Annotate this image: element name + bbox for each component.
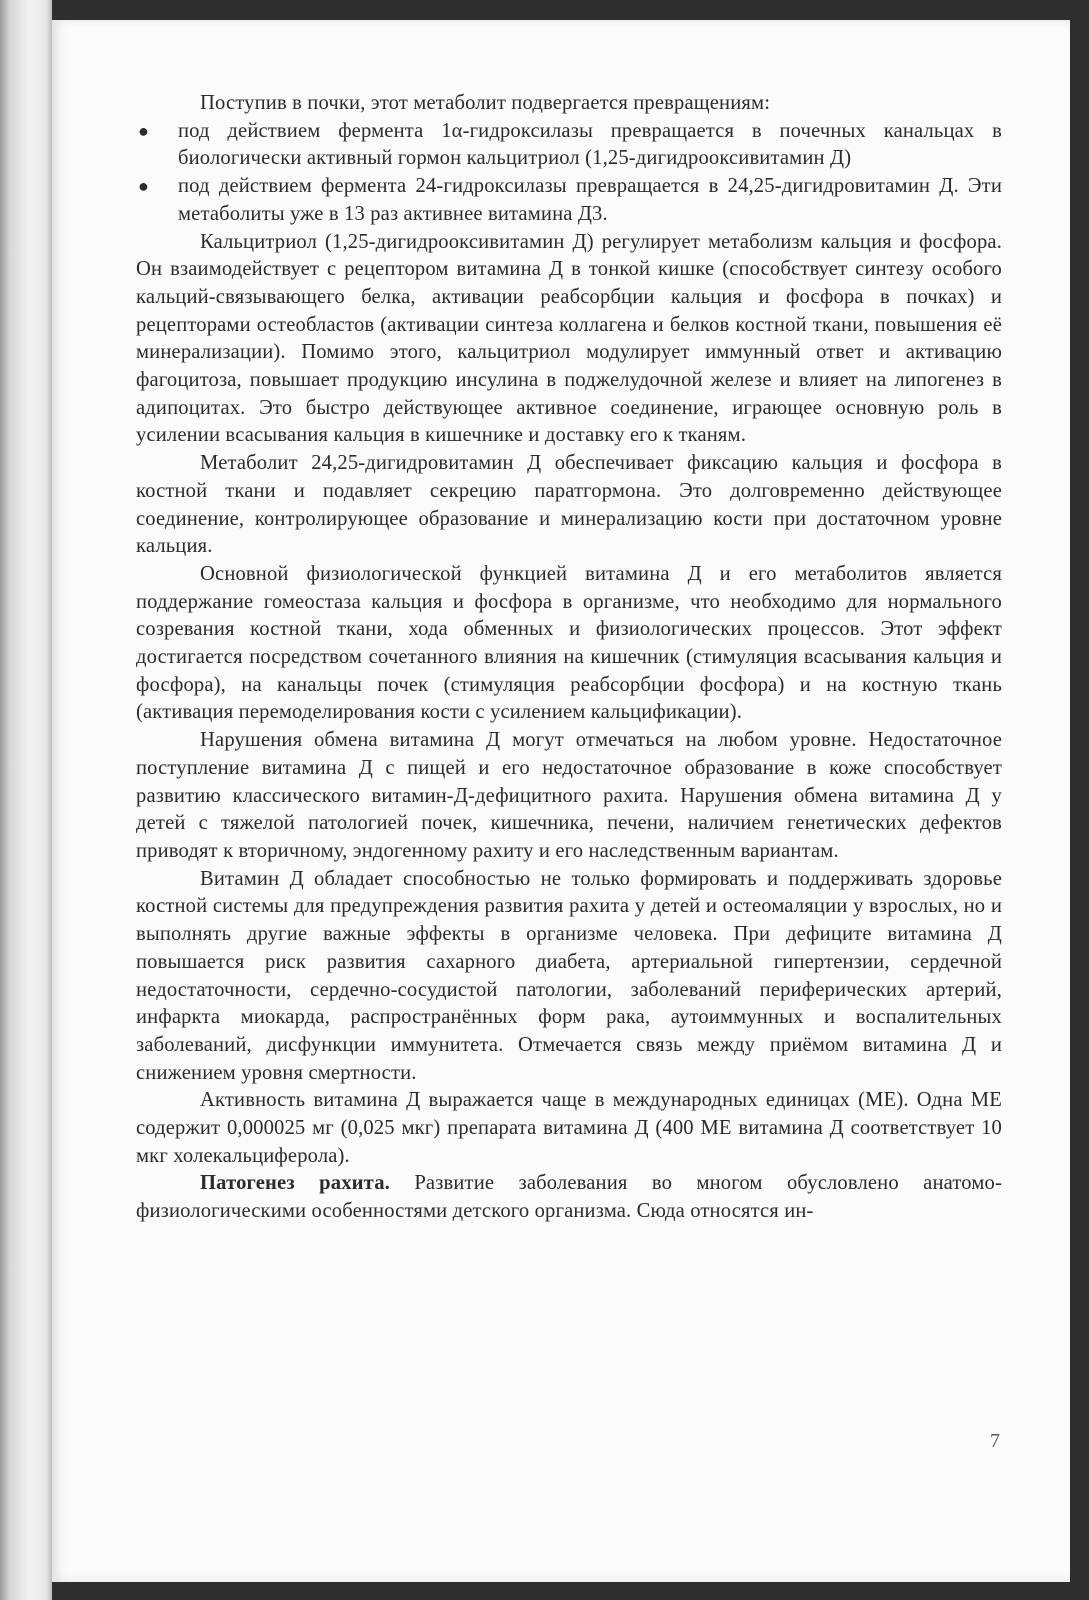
conversion-list: [136, 118, 1002, 229]
paragraph-pathogenesis: [136, 1170, 1002, 1225]
paragraph-disorders: Нарушения обмена витамина Д могут отмечаться на любом уровне. Недостаточное поступление витамина Д с пищей и его недостаточное образование в коже способствует развитию классического витамин-Д-дефицитного рахита. Нарушения обмена витамина Д у детей с тяжелой патологией почек, кишечника, печени, наличием генетических дефектов приводят к вторичному, эндогенному рахиту и его наследственным вариантам.: [136, 729, 1002, 862]
paragraph-calcitriol: Кальцитриол (1,25-дигидрооксивитамин Д) регулирует метаболизм кальция и фосфора. Он взаимодействует с рецептором витамина Д в тонкой кишке (способствует синтезу особого кальций-связывающего белка, активации реабсорбции кальция и фосфора в почках) и рецепторами остеобластов (активации синтеза коллагена и белков костной ткани, повышения её минерализации). Помимо этого, кальцитриол модулирует иммунный ответ и активацию фагоцитоза, повышает продукцию инсулина в поджелудочной железе и влияет на липогенез в адипоцитах. Это быстро действующее активное соединение, играющее основную роль в усилении всасывания кальция в кишечнике и доставку его к тканям.: [136, 230, 1002, 447]
binding-edge: [0, 0, 52, 1600]
paragraph-metabolite: Метаболит 24,25-дигидровитамин Д обеспечивает фиксацию кальция и фосфора в костной ткани и подавляет секрецию паратгормона. Это долговременно действующее соединение, контролирующее образование и минерализацию кости при достаточном уровне кальция.: [136, 452, 1002, 558]
page-number: 7: [990, 1430, 1000, 1452]
list-item-text: под действием фермента 1α-гидроксилазы превращается в почечных канальцах в биологически активный гормон кальцитриол (1,25-дигидрооксивитамин Д): [178, 119, 1002, 170]
page-text: [136, 90, 1002, 1226]
paragraph-function: Основной физиологической функцией витамина Д и его метаболитов является поддержание гомеостаза кальция и фосфора в организме, что необходимо для нормального созревания костной ткани, хода обменных и физиологических процессов. Этот эффект достигается посредством сочетанного влияния на кишечник (стимуляция всасывания кальция и фосфора), на канальцы почек (стимуляция реабсорбции фосфора) и на костную ткань (активация перемоделирования кости с усилением кальцификации).: [136, 562, 1002, 724]
paragraph-effects: Витамин Д обладает способностью не только формировать и поддерживать здоровье костной системы для предупреждения развития рахита у детей и остеомаляции у взрослых, но и выполнять другие важные эффекты в организме человека. При дефиците витамина Д повышается риск развития сахарного диабета, артериальной гипертензии, сердечной недостаточности, сердечно-сосудистой патологии, заболеваний периферических артерий, инфаркта миокарда, распространённых форм рака, аутоиммунных и воспалительных заболеваний, дисфункции иммунитета. Отмечается связь между приёмом витамина Д и снижением уровня смертности.: [136, 867, 1002, 1084]
bullet-icon: ●: [138, 176, 150, 197]
list-item: [136, 118, 1002, 173]
list-item: [136, 173, 1002, 228]
intro-paragraph: Поступив в почки, этот метаболит подвергается превращениям:: [200, 92, 771, 114]
paragraph-activity: Активность витамина Д выражается чаще в международных единицах (МЕ). Одна МЕ содержит 0,000025 мг (0,025 мкг) препарата витамина Д (400 МЕ витамина Д соответствует 10 мкг холекальциферола).: [136, 1089, 1002, 1167]
bullet-icon: ●: [138, 120, 150, 141]
pathogenesis-text: Развитие заболевания во многом обусловлено анатомо-физиологическими особенностями детского организма. Сюда относятся ин-: [136, 1172, 1002, 1223]
section-heading: Патогенез рахита.: [200, 1172, 390, 1195]
list-item-text: под действием фермента 24-гидроксилазы превращается в 24,25-дигидровитамин Д. Эти метаболиты уже в 13 раз активнее витамина Д3.: [178, 175, 1002, 225]
document-page: [52, 20, 1070, 1582]
